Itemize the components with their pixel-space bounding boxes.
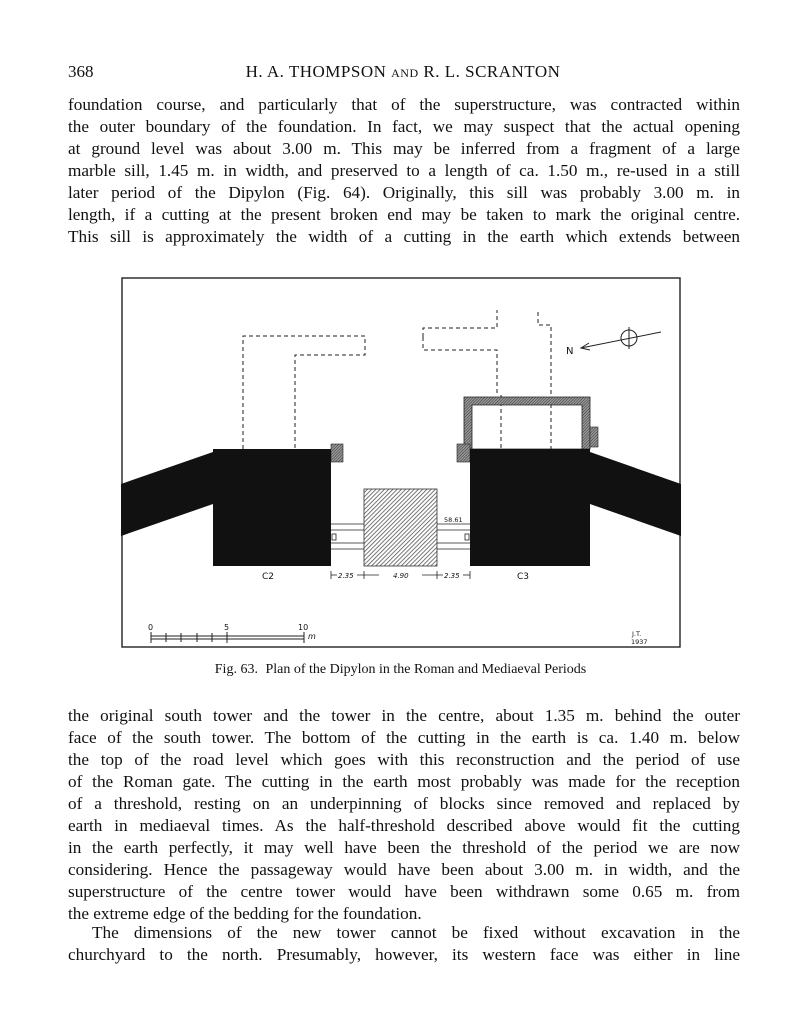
left-tower-c2 [213,449,331,566]
paragraph-2 [68,705,740,925]
scale-unit: m [308,632,316,641]
text-line: foundation course, and particularly that of the superstructure, was contracted within [68,95,740,114]
dashed-wall-right [423,310,551,449]
paragraph-3 [68,922,740,966]
text-line: of a threshold, resting on an underpinning of blocks since removed and replaced by [68,794,740,813]
dim-left: 2.35 [338,572,354,580]
right-passage [437,524,470,549]
text-line: face of the south tower. The bottom of the cutting in the earth is ca. 1.40 m. below [68,728,740,747]
text-line: superstructure of the centre tower would have been withdrawn some 0.65 m. from [68,882,740,901]
text-line: earth in mediaeval times. As the half-threshold described above would fit the cutting [68,816,740,835]
text-line: churchyard to the north. Presumably, however, its western face was either in line [68,945,740,964]
text-line: in the earth perfectly, it may well have been the threshold of the period we are now [68,838,740,857]
right-tower-c3 [470,449,590,566]
running-title [68,62,738,82]
scale-zero: 0 [148,623,154,632]
elevation-label: 58.61 [444,516,463,524]
dim-right: 2.35 [444,572,460,580]
right-tower-buttress [590,427,598,447]
text-line: the extreme edge of the bedding for the foundation. [68,904,422,923]
right-tower-upper-walls [464,397,590,449]
text-line: at ground level was about 3.00 m. This may be inferred from a fragment of a large [68,139,740,158]
right-wall [590,452,681,536]
left-wall [121,452,213,536]
left-passage [331,524,364,549]
text-line: later period of the Dipylon (Fig. 64). Originally, this sill was probably 3.00 m. in [68,183,740,202]
scale-bar [151,632,304,643]
plan-drawing [121,277,681,648]
text-line: the top of the road level which goes with this reconstruction and the period of use [68,750,740,769]
text-line: The dimensions of the new tower cannot be fixed without excavation in the [92,923,740,942]
text-line: the outer boundary of the foundation. In fact, we may suspect that the actual opening [68,117,740,136]
north-label: N [566,346,574,357]
text-line: length, if a cutting at the present broken end may be taken to mark the original centre. [68,205,740,224]
author-2: R. L. SCRANTON [423,62,561,81]
page-number: 368 [68,62,94,81]
figure-caption [0,662,801,678]
signature-initials: J.T. [632,630,642,638]
figure-caption-text: Plan of the Dipylon in the Roman and Mediaeval Periods [265,662,587,677]
author-conjunction: AND [391,66,419,80]
central-tower [364,489,437,566]
text-line: marble sill, 1.45 m. in width, and preserved to a length of ca. 1.50 m., re-used in a still [68,161,740,180]
scale-ten: 10 [298,623,309,632]
label-c3: C3 [517,572,530,582]
text-line: This sill is approximately the width of a cutting in the earth which extends between [68,227,740,246]
figure-dipylon-plan [121,277,681,648]
text-line: the original south tower and the tower in the centre, about 1.35 m. behind the outer [68,706,740,725]
text-line: considering. Hence the passageway would have been about 3.00 m. in width, and the [68,860,740,879]
figure-label: Fig. 63. [214,662,258,677]
north-arrow-icon [581,327,661,350]
left-pier [331,444,343,462]
scale-five: 5 [224,623,230,632]
running-head [68,62,738,84]
dashed-wall-left [243,336,365,449]
label-c2: C2 [262,572,275,582]
text-line: of the Roman gate. The cutting in the earth most probably was made for the reception [68,772,740,791]
paragraph-1 [68,94,740,248]
signature-year: 1937 [631,638,648,646]
right-pier [457,444,470,462]
author-1: H. A. THOMPSON [245,62,387,81]
dim-center: 4.90 [393,572,409,580]
